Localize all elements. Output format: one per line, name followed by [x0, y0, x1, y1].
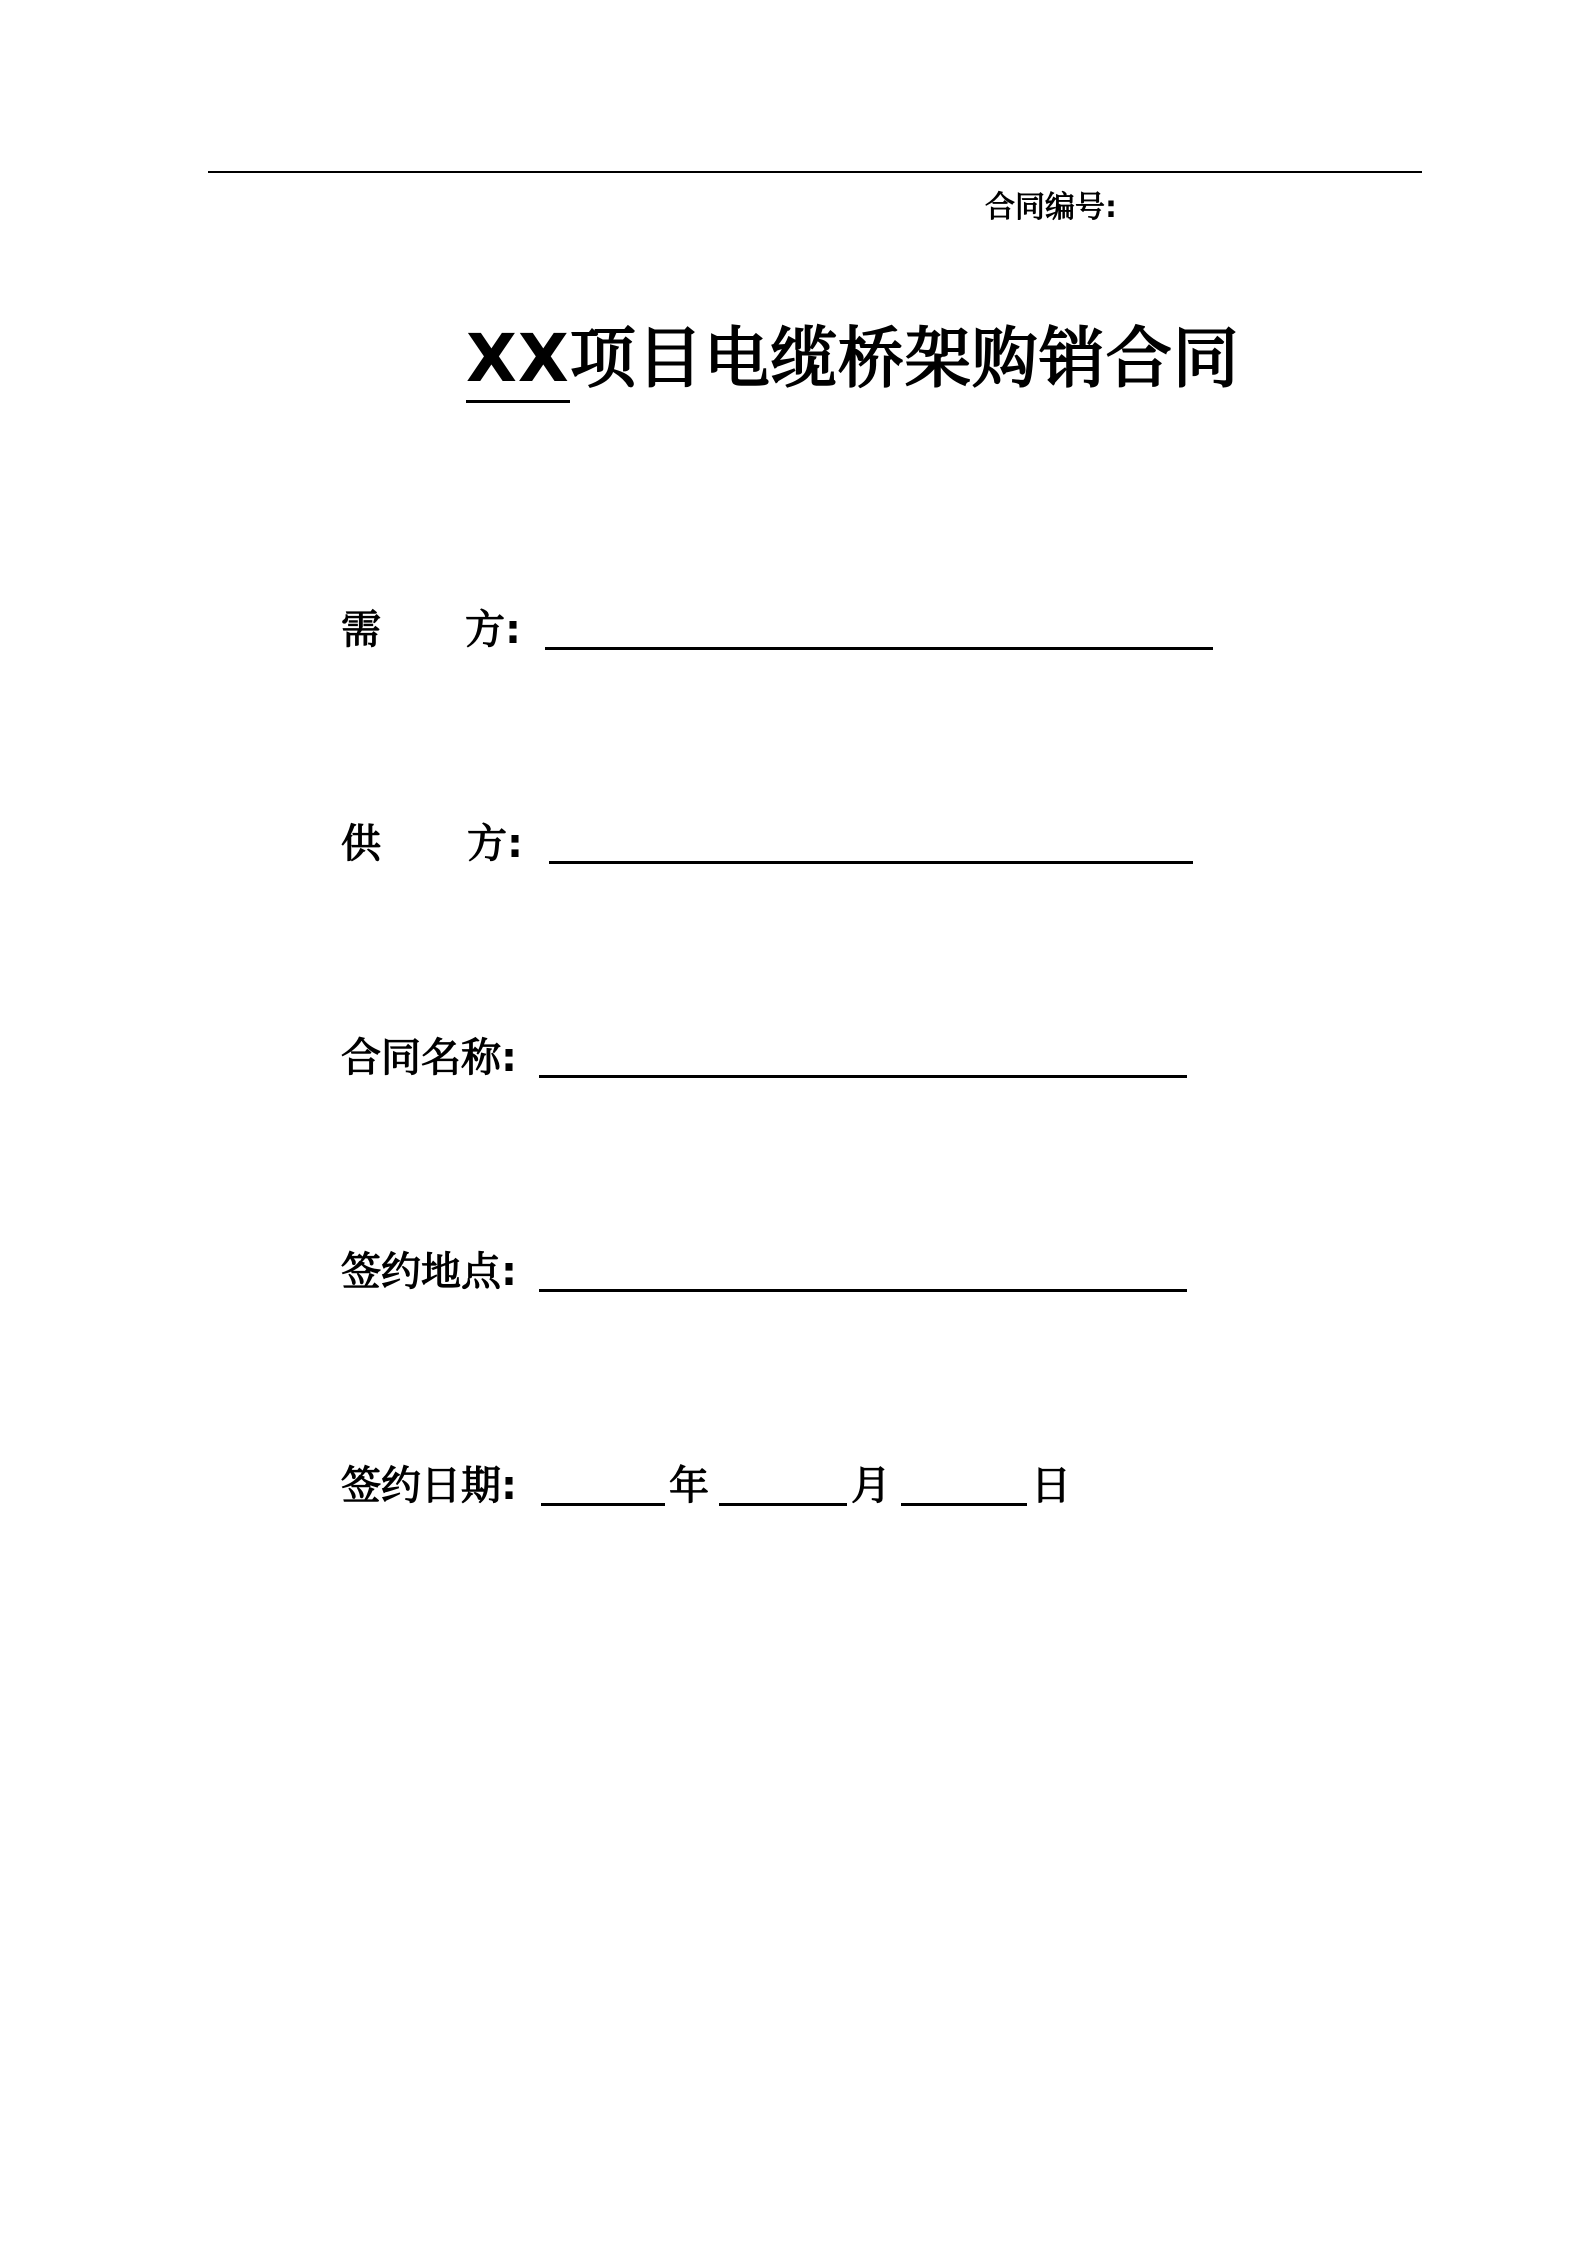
year-blank-line[interactable] [541, 1471, 665, 1506]
month-unit: 月 [851, 1463, 891, 1509]
document-title [466, 320, 1240, 403]
day-unit: 日 [1031, 1463, 1071, 1509]
signing-place-label: 签约地点: [341, 1249, 517, 1295]
buyer-label-last: 方: [465, 607, 521, 653]
buyer-blank-line[interactable] [545, 615, 1213, 650]
contract-name-field [341, 1035, 1187, 1081]
contract-name-label: 合同名称: [341, 1035, 517, 1081]
month-blank-line[interactable] [719, 1471, 847, 1506]
title-project-placeholder: XX [466, 326, 570, 403]
supplier-blank-line[interactable] [549, 829, 1193, 864]
signing-date-label: 签约日期: [341, 1463, 517, 1509]
contract-name-blank-line[interactable] [539, 1043, 1187, 1078]
supplier-label-first: 供 [341, 821, 381, 867]
contract-number-label: 合同编号: [985, 190, 1117, 225]
buyer-label-first: 需 [341, 607, 381, 653]
year-unit: 年 [669, 1463, 709, 1509]
day-blank-line[interactable] [901, 1471, 1027, 1506]
title-text: 项目电缆桥架购销合同 [569, 320, 1240, 397]
supplier-label-last: 方: [467, 821, 523, 867]
signing-date-field [341, 1463, 1071, 1509]
signing-place-field [341, 1249, 1187, 1295]
signing-place-blank-line[interactable] [539, 1257, 1187, 1292]
header-rule [208, 171, 1422, 173]
supplier-field [341, 821, 1193, 867]
buyer-field [341, 607, 1213, 653]
